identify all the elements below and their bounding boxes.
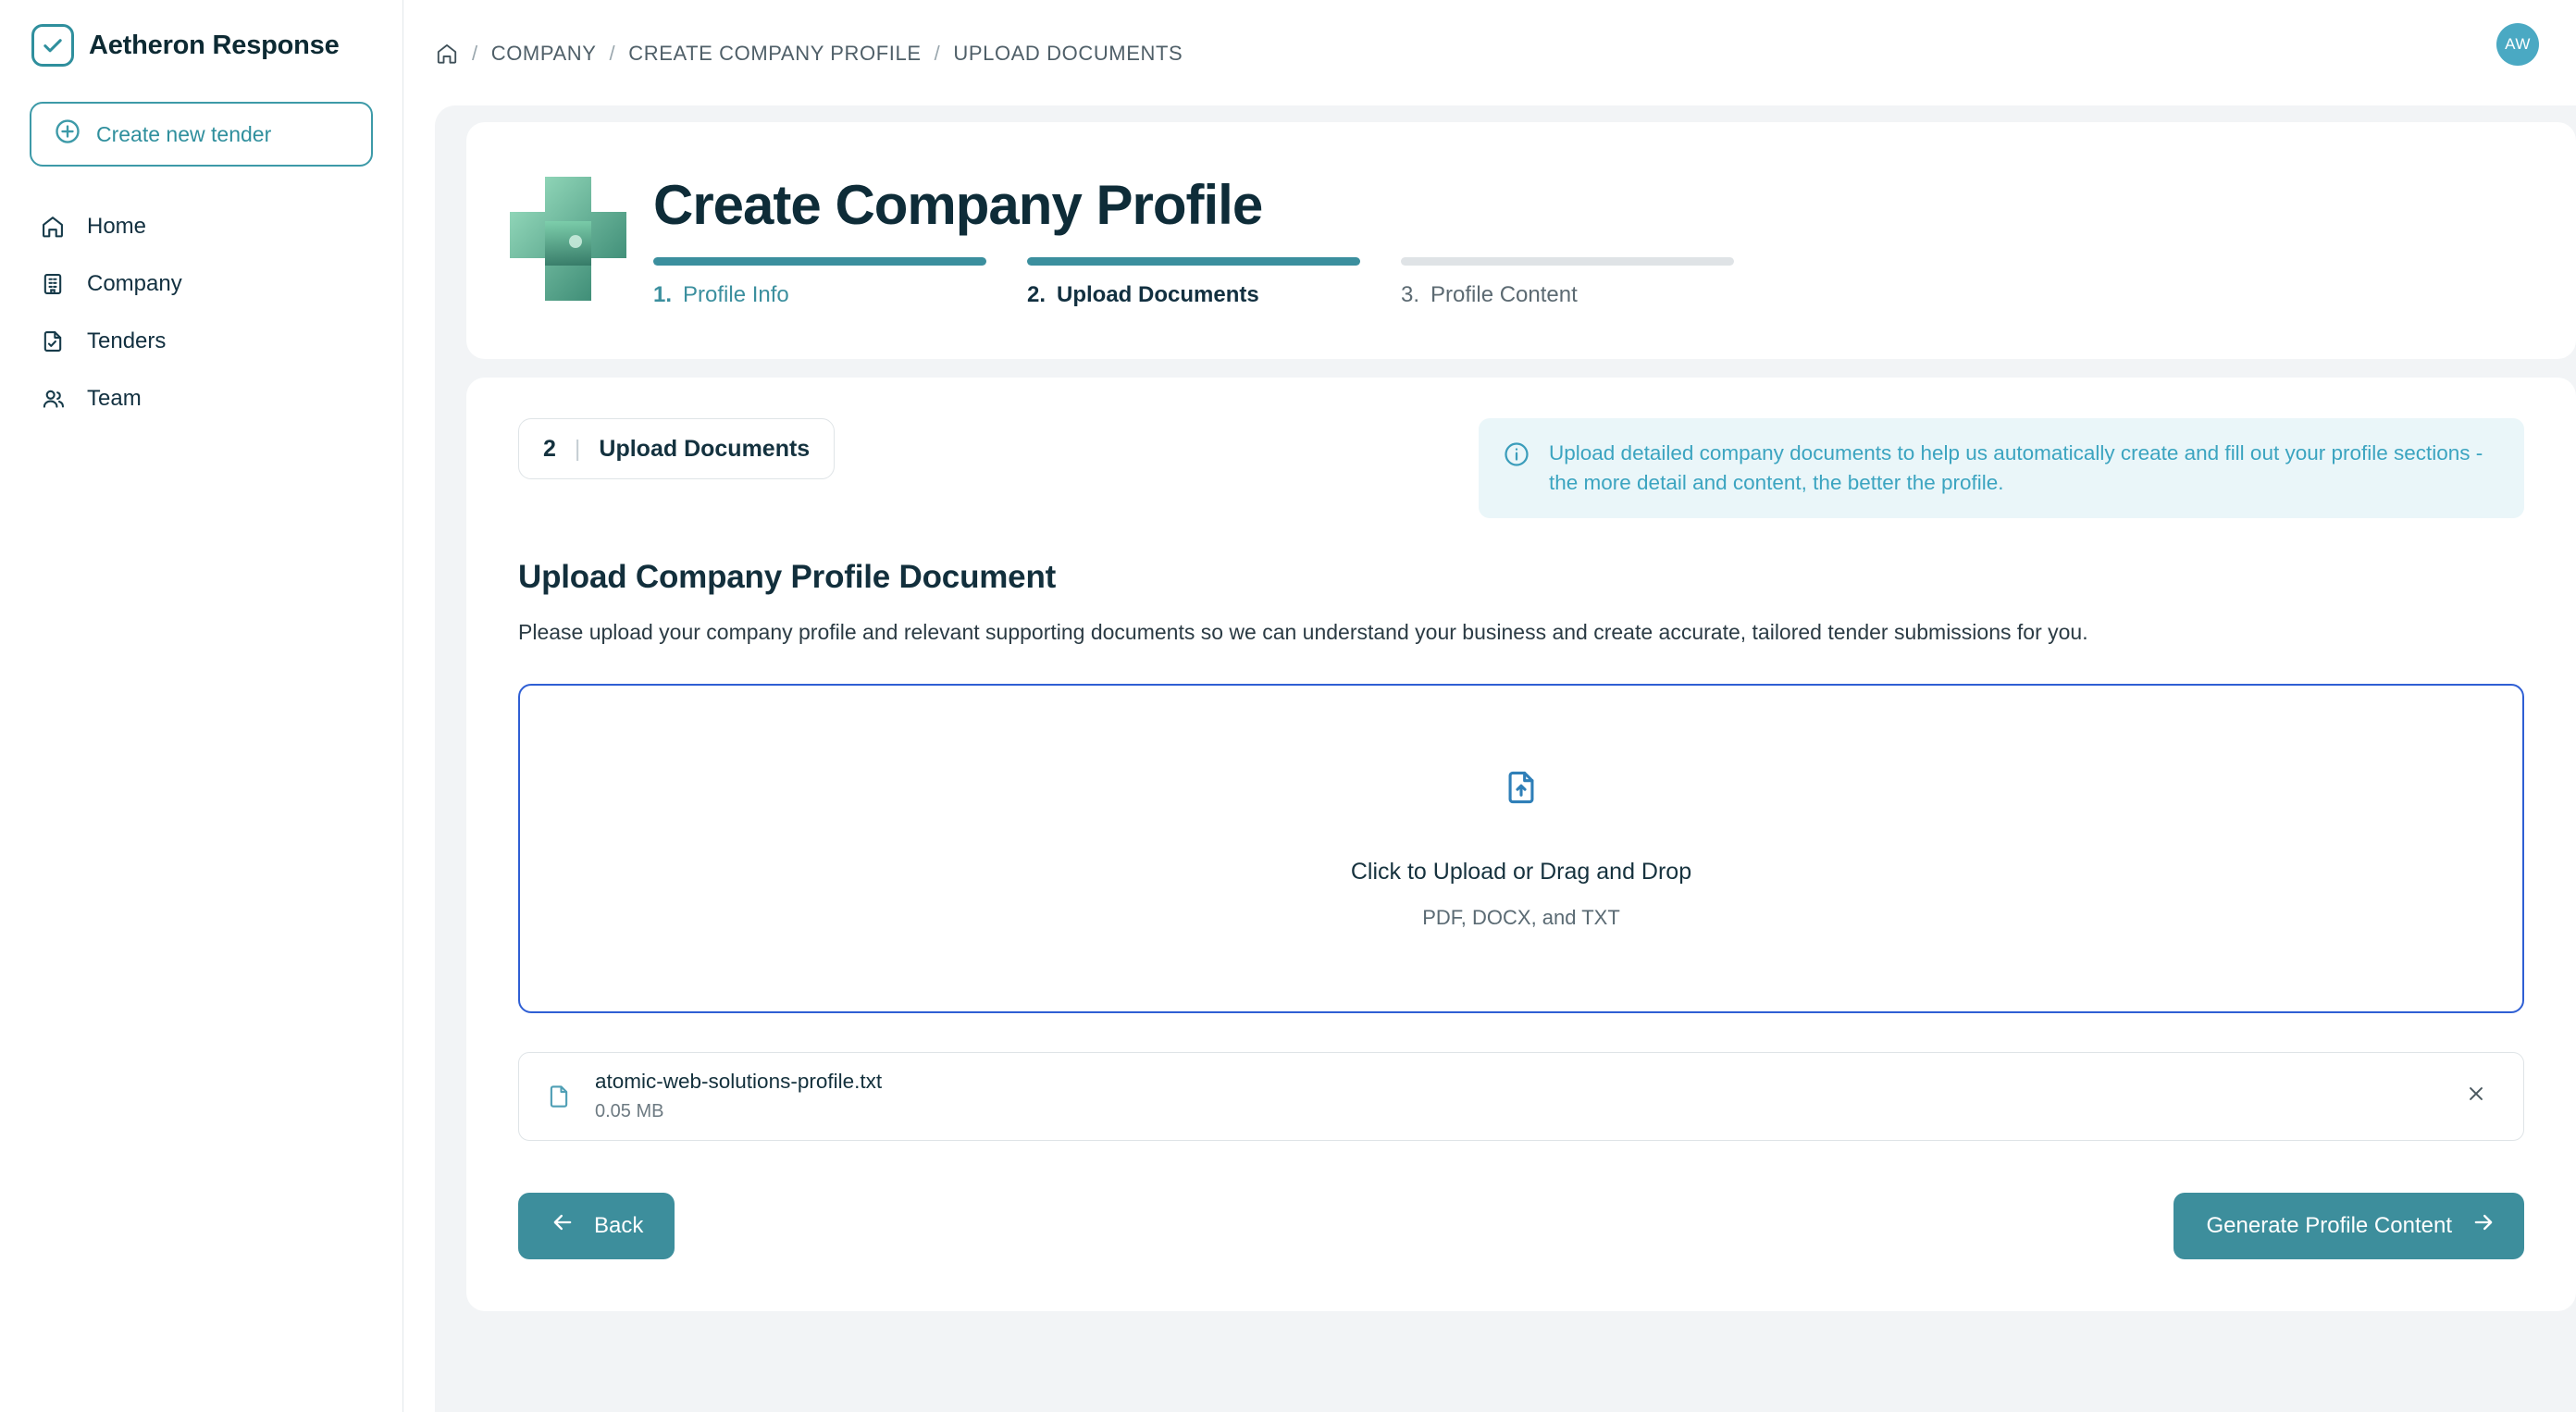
step-label: Profile Content: [1430, 282, 1578, 307]
info-banner: [1479, 418, 2524, 518]
sidebar-item-company[interactable]: [30, 255, 373, 313]
step-bar: [653, 257, 986, 266]
breadcrumb-separator: /: [609, 42, 616, 65]
card-actions: [518, 1193, 2524, 1259]
sidebar-item-label: Tenders: [87, 328, 167, 353]
step-bar: [1027, 257, 1360, 266]
sidebar-item-label: Company: [87, 271, 182, 296]
breadcrumb-separator: /: [472, 42, 478, 65]
sidebar-item-home[interactable]: [30, 198, 373, 255]
step-number: 2.: [1027, 282, 1046, 307]
arrow-left-icon: [550, 1209, 576, 1242]
step-upload-documents[interactable]: [1027, 257, 1360, 308]
avatar[interactable]: AW: [2496, 23, 2539, 66]
file-upload-icon: [1501, 767, 1542, 812]
breadcrumb-separator: /: [934, 42, 941, 65]
step-number: 1.: [653, 282, 673, 307]
uploaded-file-row: [518, 1052, 2524, 1141]
profile-illustration: [503, 169, 633, 308]
sidebar-item-label: Team: [87, 386, 142, 411]
dropzone-main-text: Click to Upload or Drag and Drop: [1350, 858, 1692, 885]
step-progress: [653, 257, 1734, 308]
arrow-right-icon: [2471, 1209, 2496, 1242]
create-new-tender-button[interactable]: [30, 102, 373, 167]
file-size: 0.05 MB: [595, 1101, 664, 1122]
step-profile-content[interactable]: [1401, 257, 1734, 308]
section-description: Please upload your company profile and relevant supporting documents so we can understand your business and create accurate, tailored tender submissions for you.: [518, 619, 2088, 644]
section-title: Upload Company Profile Document: [518, 558, 1057, 595]
generate-profile-content-label: Generate Profile Content: [2206, 1212, 2452, 1238]
home-icon[interactable]: [435, 42, 459, 66]
sidebar: [0, 0, 403, 1412]
brand: [30, 24, 373, 67]
card-header-row: [518, 418, 2524, 518]
create-new-tender-label: Create new tender: [96, 121, 272, 146]
dropzone-sub-text: PDF, DOCX, and TXT: [1422, 905, 1620, 929]
step-number: 3.: [1401, 282, 1420, 307]
info-icon: [1503, 440, 1530, 473]
sidebar-item-tenders[interactable]: [30, 313, 373, 370]
back-button[interactable]: [518, 1193, 675, 1259]
file-icon: [545, 1083, 573, 1110]
step-label: Profile Info: [683, 282, 789, 307]
users-icon: [39, 386, 67, 412]
step-chip-label: Upload Documents: [599, 435, 811, 462]
page-header-card: [466, 122, 2576, 359]
breadcrumb-item-upload-documents[interactable]: UPLOAD DOCUMENTS: [953, 42, 1183, 65]
back-button-label: Back: [594, 1212, 644, 1238]
breadcrumb-item-create-company-profile[interactable]: CREATE COMPANY PROFILE: [628, 42, 922, 65]
upload-documents-card: [466, 378, 2576, 1311]
building-icon: [39, 271, 67, 297]
sidebar-item-team[interactable]: [30, 370, 373, 427]
sidebar-item-label: Home: [87, 214, 147, 239]
step-profile-info[interactable]: [653, 257, 986, 308]
info-banner-text: Upload detailed company documents to help us automatically create and fill out your profile sections - the more detail and content, the better the profile.: [1549, 441, 2483, 494]
generate-profile-content-button[interactable]: [2174, 1193, 2525, 1259]
close-icon[interactable]: [2455, 1076, 2497, 1117]
page-title: Create Company Profile: [653, 174, 1263, 236]
document-check-icon: [39, 328, 67, 354]
step-chip-divider: |: [574, 435, 581, 462]
breadcrumb-item-company[interactable]: COMPANY: [490, 42, 597, 65]
plus-circle-icon: [54, 118, 81, 151]
file-dropzone[interactable]: [518, 684, 2524, 1013]
home-icon: [39, 214, 67, 240]
step-chip-number: 2: [543, 435, 556, 462]
step-label: Upload Documents: [1057, 282, 1259, 307]
check-circle-icon: [31, 24, 74, 67]
brand-name: Aetheron Response: [89, 30, 340, 60]
file-name: atomic-web-solutions-profile.txt: [595, 1070, 883, 1094]
step-bar: [1401, 257, 1734, 266]
step-chip: [518, 418, 835, 479]
content-panel: [435, 105, 2576, 1412]
file-meta: [595, 1070, 2433, 1122]
page-header-text: [653, 169, 1734, 308]
